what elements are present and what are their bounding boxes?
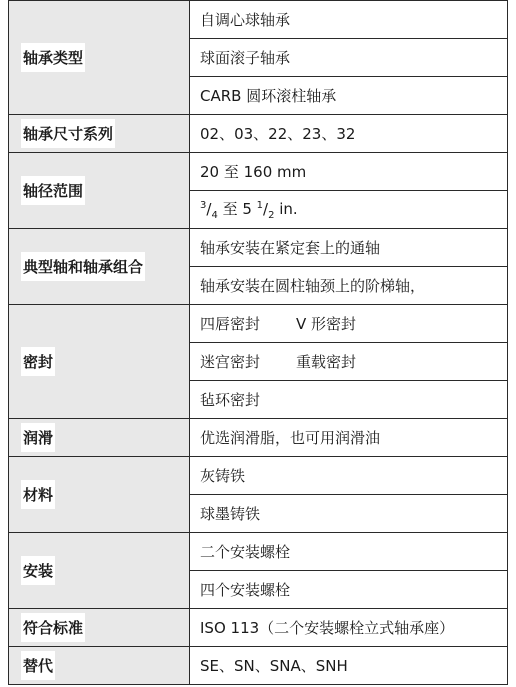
imperial-range-mid: 至 5 [217, 200, 257, 218]
cell-shaft-range-metric: 20 至 160 mm [190, 153, 508, 191]
fraction-denominator: 4 [211, 210, 218, 221]
cell-mounting-2: 四个安装螺栓 [190, 571, 508, 609]
imperial-unit: in. [274, 200, 298, 218]
cell-bearing-type-2: 球面滚子轴承 [190, 39, 508, 77]
row-label-typical-combo: 典型轴和轴承组合 [9, 229, 190, 305]
row-label-mounting: 安装 [9, 533, 190, 609]
cell-typical-combo-2: 轴承安装在圆柱轴颈上的阶梯轴， [190, 267, 508, 305]
table-row [9, 533, 508, 571]
row-label-lubrication: 润滑 [9, 419, 190, 457]
fraction-numerator: 3 [200, 200, 207, 211]
seal-four-lip: 四唇密封 [200, 315, 261, 333]
row-label-replacement: 替代 [9, 647, 190, 685]
cell-mounting-1: 二个安装螺栓 [190, 533, 508, 571]
row-label-size-series: 轴承尺寸系列 [9, 115, 190, 153]
row-label-shaft-range: 轴径范围 [9, 153, 190, 229]
spec-table [8, 0, 508, 685]
cell-material-2: 球墨铸铁 [190, 495, 508, 533]
table-row [9, 153, 508, 191]
cell-lubrication: 优选润滑脂，也可用润滑油 [190, 419, 508, 457]
fraction-denominator-2: 2 [268, 210, 275, 221]
cell-seal-1 [190, 305, 508, 343]
cell-replacement: SE、SN、SNA、SNH [190, 647, 508, 685]
table-row [9, 1, 508, 39]
table-row [9, 305, 508, 343]
row-label-standard: 符合标准 [9, 609, 190, 647]
row-label-seal: 密封 [9, 305, 190, 419]
table-row [9, 609, 508, 647]
cell-material-1: 灰铸铁 [190, 457, 508, 495]
fraction-numerator-2: 1 [256, 200, 264, 211]
cell-bearing-type-1: 自调心球轴承 [190, 1, 508, 39]
cell-size-series: 02、03、22、23、32 [190, 115, 508, 153]
row-label-bearing-type: 轴承类型 [9, 1, 190, 115]
cell-bearing-type-3: CARB 圆环滚柱轴承 [190, 77, 508, 115]
table-row [9, 229, 508, 267]
cell-standard: ISO 113（二个安装螺栓立式轴承座） [190, 609, 508, 647]
seal-heavy-duty: 重载密封 [296, 353, 357, 371]
table-row [9, 419, 508, 457]
cell-seal-2 [190, 343, 508, 381]
table-row [9, 115, 508, 153]
cell-seal-3: 毡环密封 [190, 381, 508, 419]
seal-labyrinth: 迷宫密封 [200, 353, 261, 371]
table-row [9, 457, 508, 495]
table-row [9, 647, 508, 685]
row-label-material: 材料 [9, 457, 190, 533]
cell-typical-combo-1: 轴承安装在紧定套上的通轴 [190, 229, 508, 267]
cell-shaft-range-imperial: $^3/_4$ 至 5 $^1/_2$ in. [190, 191, 508, 229]
seal-v-ring: V 形密封 [296, 315, 357, 333]
